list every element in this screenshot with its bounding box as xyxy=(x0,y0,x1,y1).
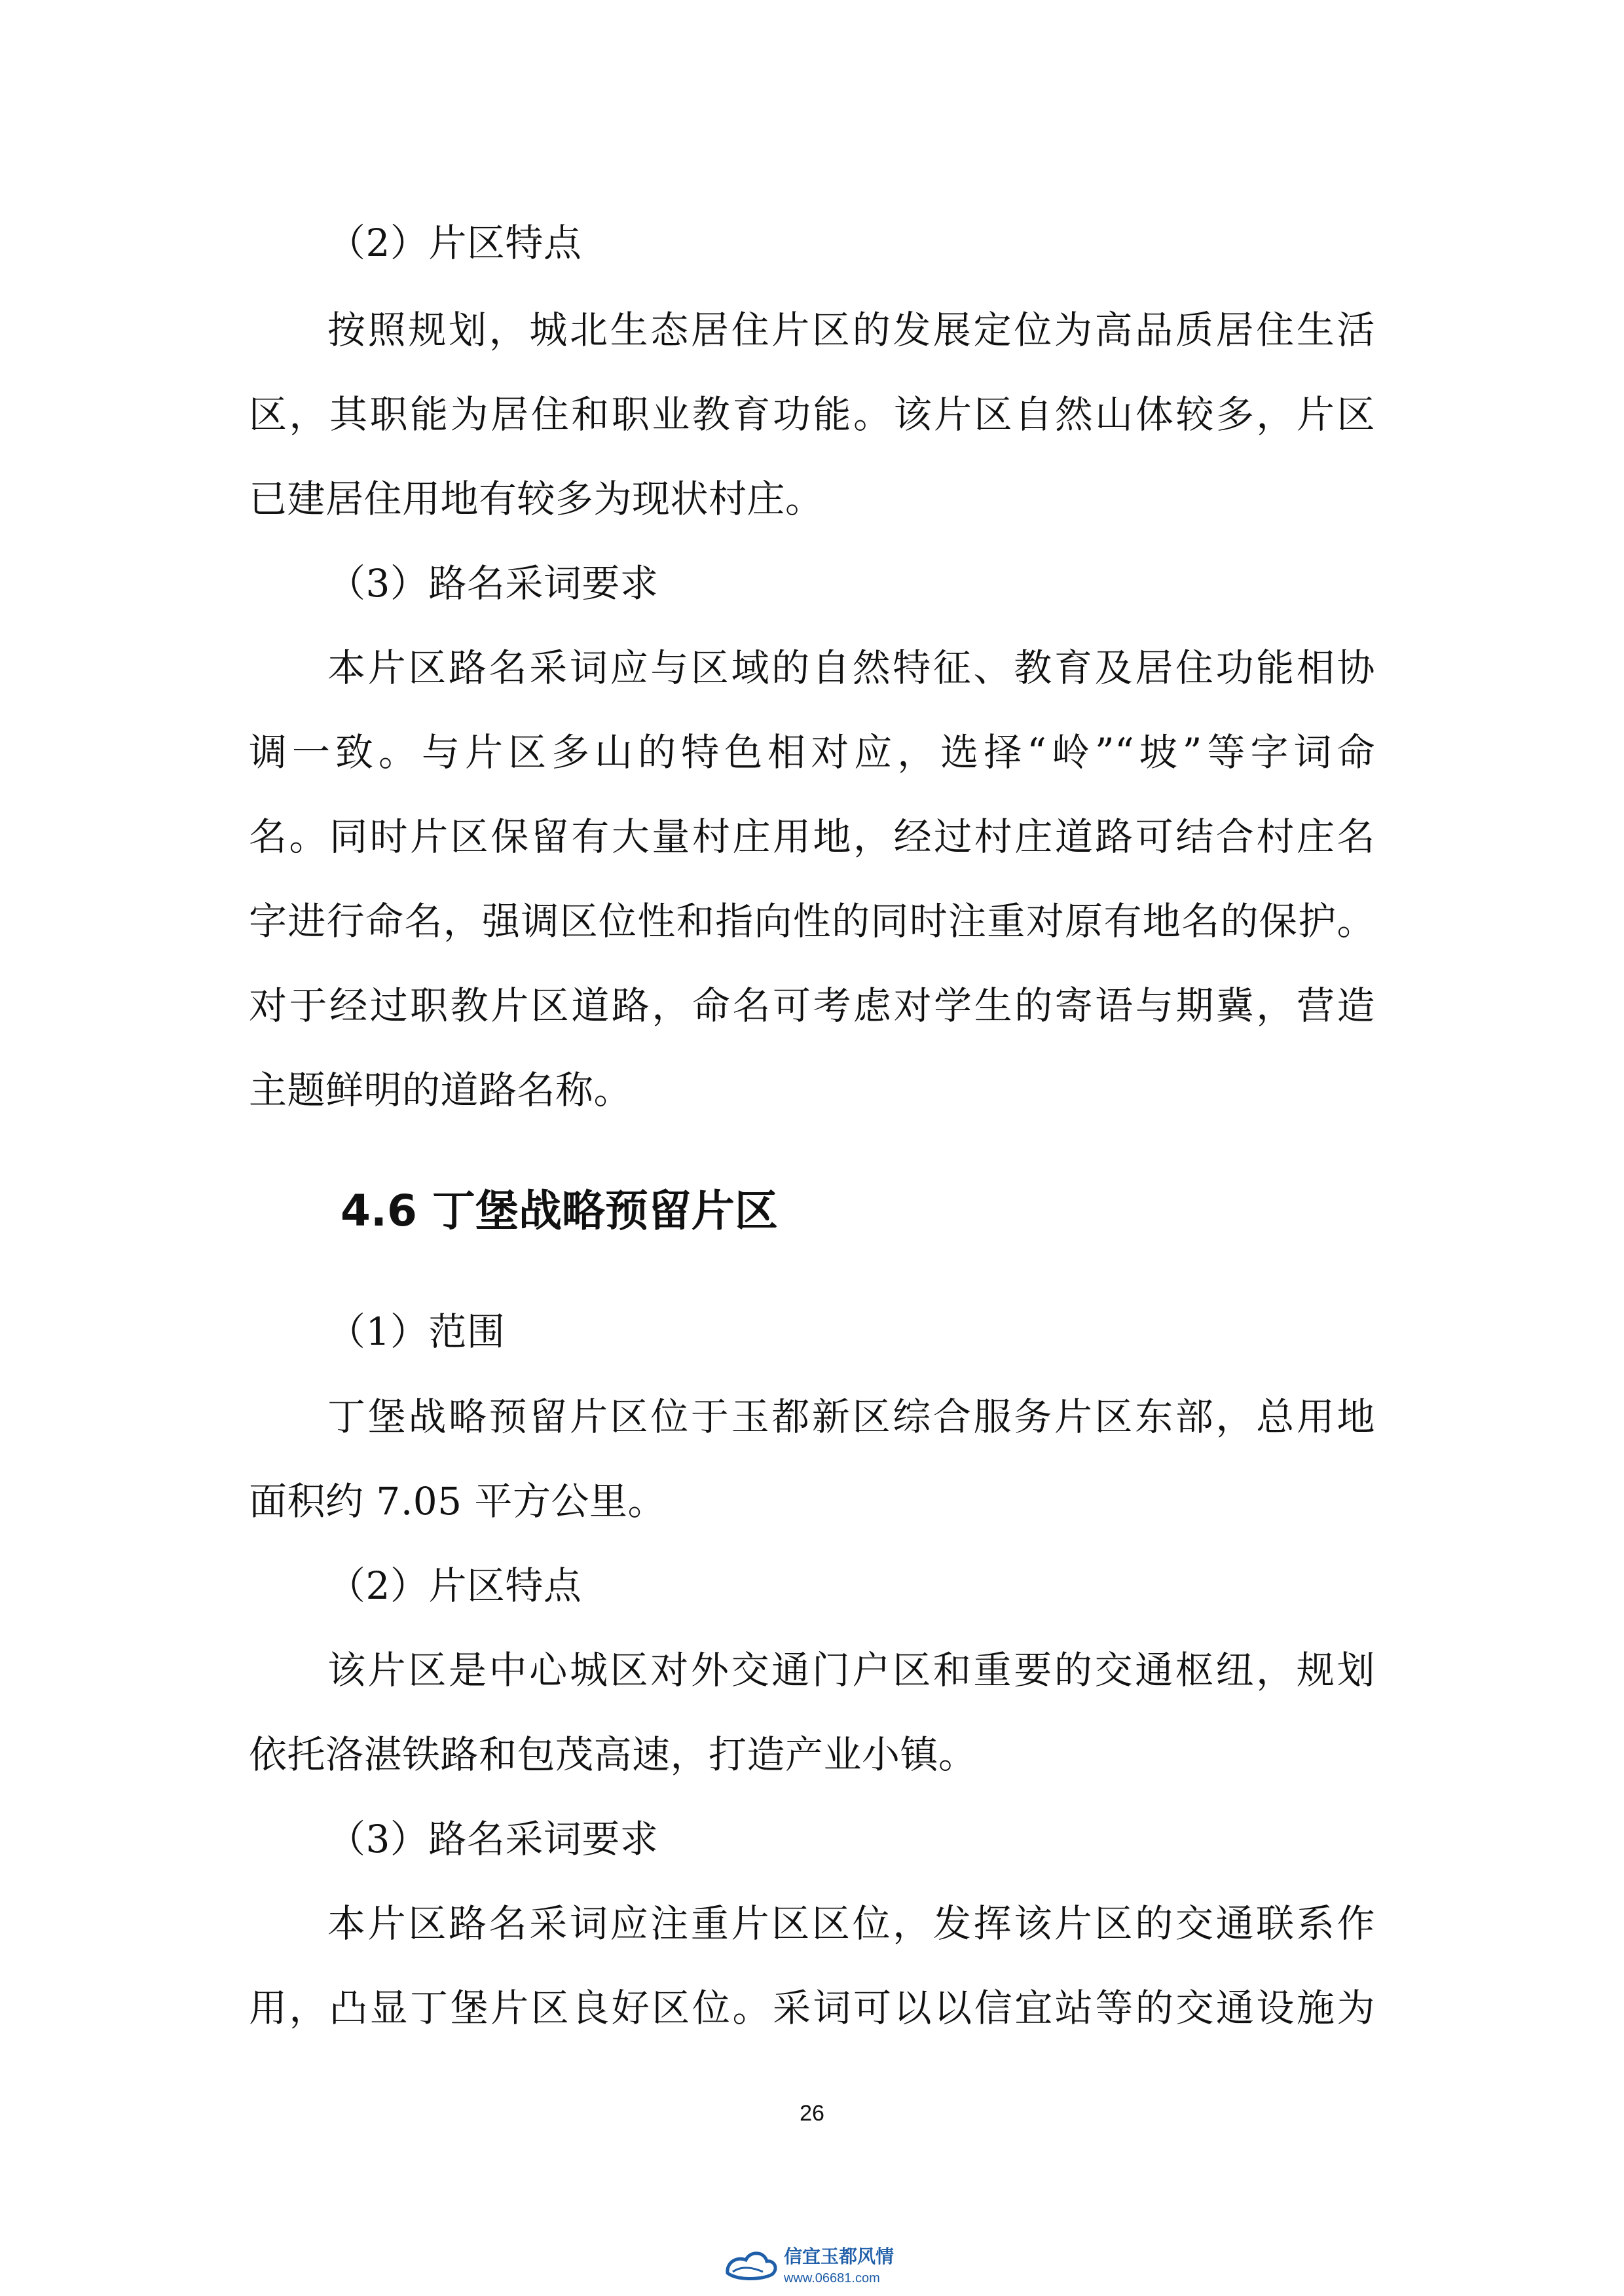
paragraph-line: 本片区路名采词应与区域的自然特征、教育及居住功能相协 xyxy=(327,646,1375,690)
paragraph-line: 名。同时片区保留有大量村庄用地，经过村庄道路可结合村庄名 xyxy=(249,814,1375,859)
subheading-naming-4-5: （3）路名采词要求 xyxy=(327,561,659,606)
paragraph-line: 该片区是中心城区对外交通门户区和重要的交通枢纽，规划 xyxy=(327,1648,1375,1692)
paragraph-line: 用，凸显丁堡片区良好区位。采词可以以信宜站等的交通设施为 xyxy=(249,1986,1375,2030)
paragraph-line: 对于经过职教片区道路，命名可考虑对学生的寄语与期冀，营造 xyxy=(249,983,1375,1028)
paragraph-line: 本片区路名采词应注重片区区位，发挥该片区的交通联系作 xyxy=(327,1901,1375,1946)
paragraph-line: 按照规划，城北生态居住片区的发展定位为高品质居住生活 xyxy=(327,308,1375,352)
paragraph-line: 面积约 7.05 平方公里。 xyxy=(249,1479,667,1523)
watermark-title: 信宜玉都风情 xyxy=(784,2246,895,2267)
cloud-logo-icon xyxy=(728,2253,775,2279)
paragraph-line: 依托洛湛铁路和包茂高速，打造产业小镇。 xyxy=(249,1732,977,1777)
watermark-logo xyxy=(724,2239,920,2287)
paragraph-line: 字进行命名，强调区位性和指向性的同时注重对原有地名的保护。 xyxy=(249,899,1375,943)
subheading-features-4-6: （2）片区特点 xyxy=(327,1563,582,1608)
paragraph-line: 丁堡战略预留片区位于玉都新区综合服务片区东部，总用地 xyxy=(327,1394,1375,1439)
paragraph-line: 调一致。与片区多山的特色相对应，选择“岭”“坡”等字词命 xyxy=(249,730,1375,774)
subheading-naming-4-6: （3）路名采词要求 xyxy=(327,1817,659,1861)
paragraph-line: 已建居住用地有较多为现状村庄。 xyxy=(249,477,824,521)
subheading-scope-4-6: （1）范围 xyxy=(327,1309,506,1354)
watermark-url: www.06681.com xyxy=(784,2271,880,2286)
page-number: 26 xyxy=(800,2101,824,2126)
paragraph-line: 区，其职能为居住和职业教育功能。该片区自然山体较多，片区 xyxy=(249,392,1375,437)
section-title-4-6: 4.6 丁堡战略预留片区 xyxy=(341,1186,778,1236)
paragraph-line: 主题鲜明的道路名称。 xyxy=(249,1068,633,1112)
subheading-features-4-5: （2）片区特点 xyxy=(327,221,582,265)
